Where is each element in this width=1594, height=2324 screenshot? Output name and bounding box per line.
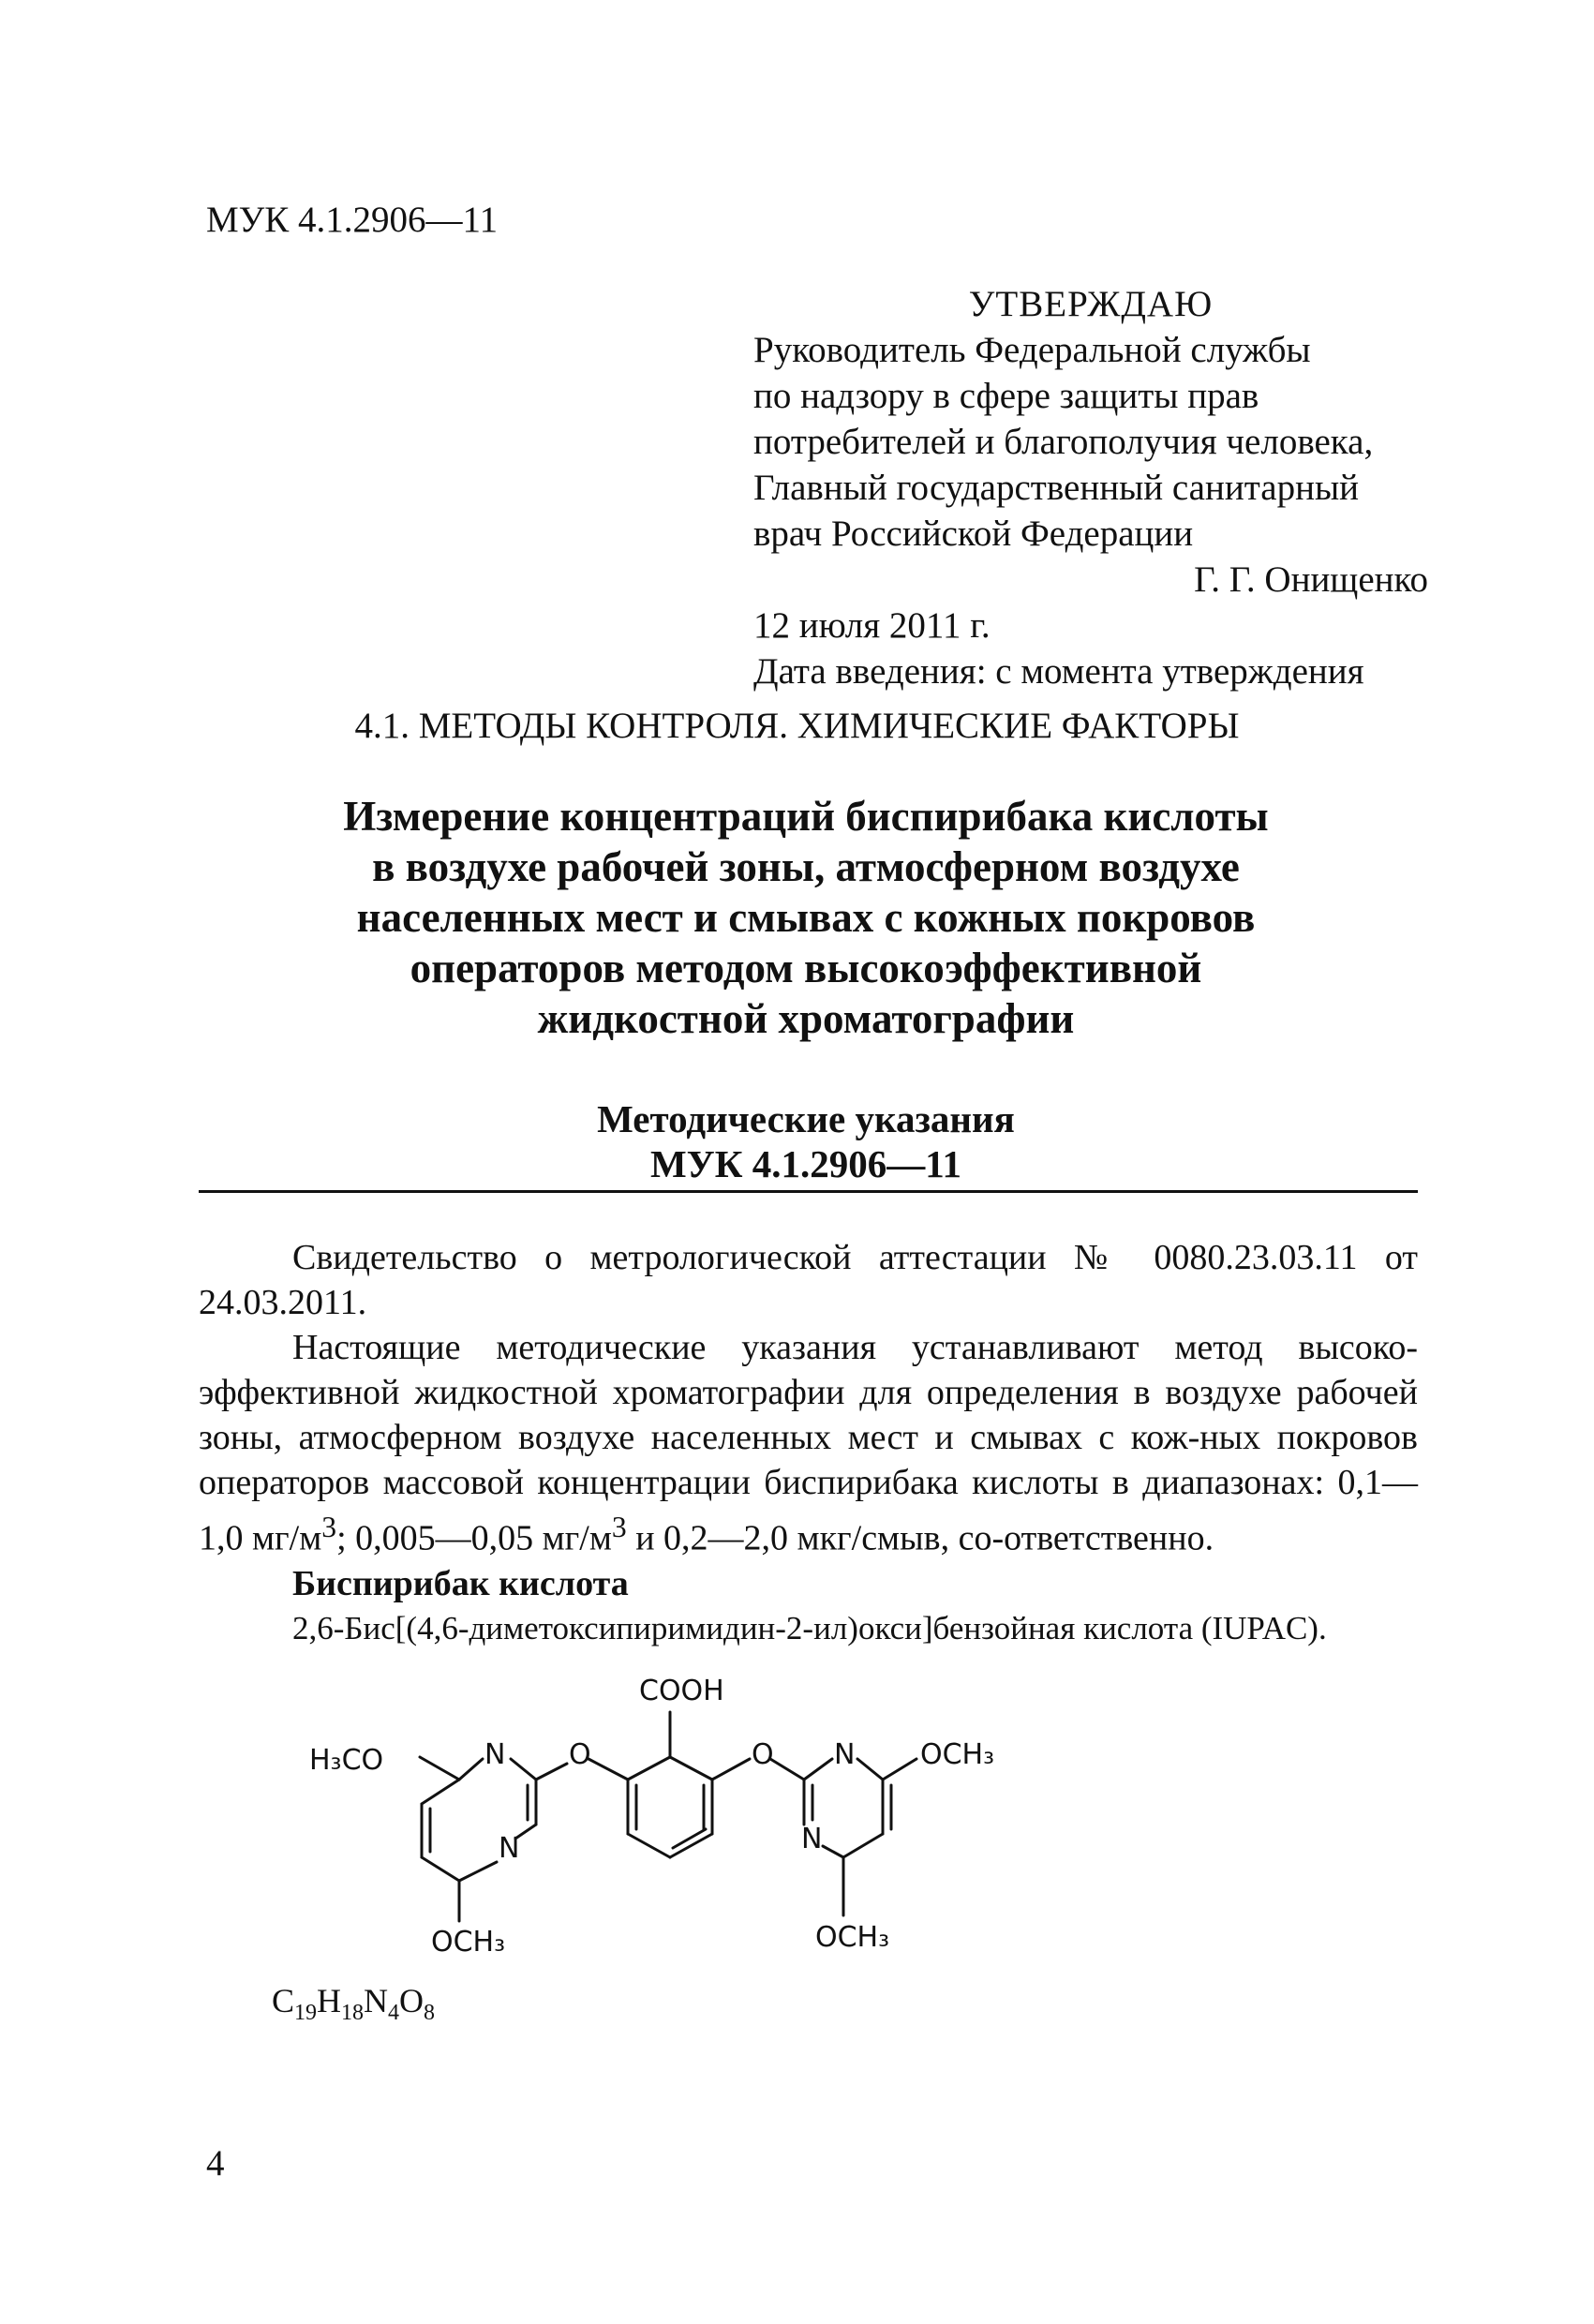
iupac-name: 2,6-Бис[(4,6-диметоксипиримидин-2-ил)окси]бензойная кислота (IUPAC). [292,1609,1327,1646]
formula-count: 19 [294,2001,318,2026]
title-line: операторов методом высокоэффективной [410,945,1202,991]
title-line: жидкостной хроматографии [537,995,1075,1042]
bond [422,1857,459,1881]
molecular-formula [272,1981,435,2026]
formula-element: C [272,1982,295,2019]
approval-line: по надзору в сфере защиты прав [753,376,1259,416]
approval-line: потребителей и благополучия человека, [753,422,1374,462]
nitrogen-label: N [834,1738,856,1771]
page-number: 4 [206,2143,225,2183]
structural-formula [290,1670,1368,2007]
bond [670,1757,712,1780]
divider [199,1190,1418,1193]
bond [770,1759,804,1780]
formula-element: N [364,1982,389,2019]
bond [536,1764,567,1780]
bond [511,1759,536,1780]
nitrogen-label: N [499,1832,520,1865]
approval-line: врач Российской Федерации [753,514,1194,554]
formula-count: 4 [388,2001,400,2026]
scope-text: Настоящие методические указания устанавливают метод высоко-эффективной жидкостной хроматографии для определения в воздухе рабочей зоны, атмосферном воздухе населенных мест и смывах с кож-ных покровов операторов массовой концентрации биспирибака кислоты в диапазонах: 0,1—1,0 мг/м [199,1328,1418,1558]
scope-paragraph [199,1325,1418,1561]
superscript: 3 [321,1511,337,1543]
bond [459,1759,483,1780]
title-line: Измерение концентраций биспирибака кислоты [343,793,1269,840]
scope-text: и 0,2—2,0 мкг/смыв, со-ответственно. [626,1518,1214,1558]
bond [459,1862,497,1881]
bond [712,1759,750,1780]
certificate-paragraph: Свидетельство о метрологической аттестации № 0080.23.03.11 от 24.03.2011. [199,1238,1418,1322]
subtitle-code: МУК 4.1.2906—11 [649,1142,961,1185]
bond [422,1780,459,1804]
methoxy-label: H₃CO [309,1744,384,1777]
bond [883,1759,916,1780]
effective-date: Дата введения: с момента утверждения [753,651,1364,692]
nitrogen-label: N [484,1738,506,1771]
bond [804,1759,832,1780]
bond [857,1759,883,1780]
title-line: населенных мест и смывах с кожных покровов [356,894,1256,941]
oxygen-label: O [752,1738,774,1771]
section-title: 4.1. МЕТОДЫ КОНТРОЛЯ. ХИМИЧЕСКИЕ ФАКТОРЫ [354,706,1240,746]
carboxyl-label: COOH [639,1675,724,1707]
bond [588,1759,628,1780]
subtitle-line: Методические указания [597,1097,1015,1140]
nitrogen-label: N [801,1823,823,1855]
superscript: 3 [611,1511,627,1543]
approval-title: УТВЕРЖДАЮ [968,284,1214,324]
main-title [150,791,1462,1044]
formula-element: H [317,1982,342,2019]
methoxy-label: OCH₃ [431,1926,506,1959]
methoxy-label: OCH₃ [920,1738,995,1771]
approval-line: Главный государственный санитарный [753,468,1360,508]
oxygen-label: O [569,1738,591,1771]
formula-count: 8 [424,2001,436,2026]
scope-text: ; 0,005—0,05 мг/м [336,1518,612,1558]
formula-element: O [399,1982,425,2019]
approval-line: Руководитель Федеральной службы [753,330,1311,370]
document-code: МУК 4.1.2906—11 [206,200,499,240]
title-line: в воздухе рабочей зоны, атмосферном воздухе [372,843,1240,890]
approval-block [753,281,1428,694]
formula-count: 18 [341,2001,365,2026]
bond [843,1834,883,1857]
approval-signer: Г. Г. Онищенко [1194,559,1428,600]
approval-date: 12 июля 2011 г. [753,605,991,646]
subtitle [150,1096,1462,1186]
methoxy-label: OCH₃ [815,1921,890,1954]
body-text [199,1235,1418,1651]
bond [628,1757,670,1780]
bond [628,1834,670,1857]
substance-heading: Биспирибак кислота [292,1563,629,1603]
bond [823,1846,843,1857]
bond [420,1757,459,1780]
